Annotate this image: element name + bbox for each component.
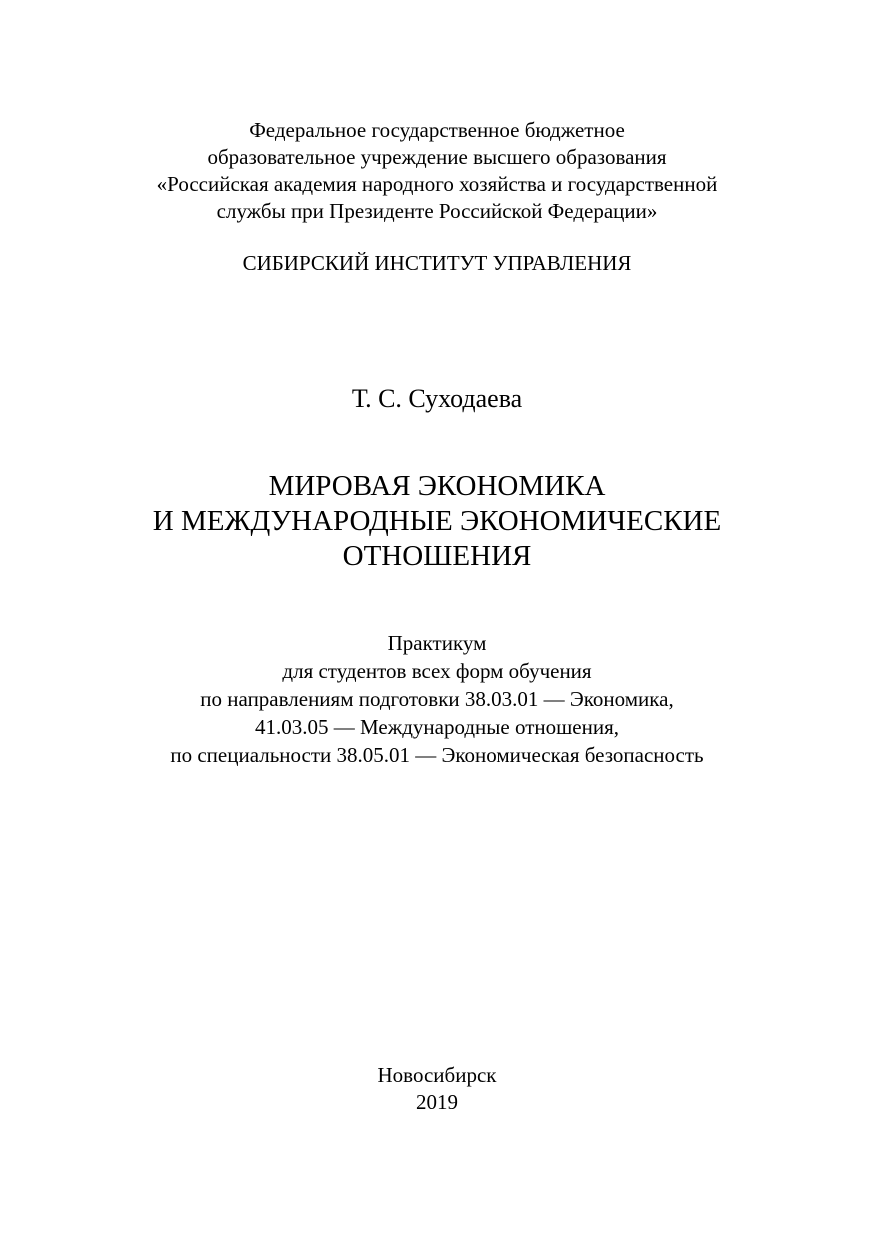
institution-line: «Российская академия народного хозяйства и государственной (156, 172, 718, 196)
institution-line: службы при Президенте Российской Федерации» (216, 199, 658, 223)
title-line: ОТНОШЕНИЯ (342, 540, 532, 572)
institution-line: образовательное учреждение высшего образования (207, 145, 667, 169)
subtitle-line: 41.03.05 — Международные отношения, (255, 715, 619, 739)
subtitle-line: по направлениям подготовки 38.03.01 — Экономика, (200, 687, 674, 711)
imprint-year: 2019 (416, 1090, 458, 1114)
imprint-city: Новосибирск (377, 1063, 497, 1087)
subtitle-line: Практикум (387, 631, 487, 655)
subtitle-line: для студентов всех форм обучения (282, 659, 592, 683)
institute-branch: СИБИРСКИЙ ИНСТИТУТ УПРАВЛЕНИЯ (242, 251, 632, 275)
subtitle-line: по специальности 38.05.01 — Экономическая безопасность (170, 743, 704, 767)
institution-line: Федеральное государственное бюджетное (249, 118, 625, 142)
author-name: Т. С. Суходаева (351, 384, 523, 413)
title-line: И МЕЖДУНАРОДНЫЕ ЭКОНОМИЧЕСКИЕ (152, 505, 722, 537)
title-line: МИРОВАЯ ЭКОНОМИКА (268, 470, 606, 502)
